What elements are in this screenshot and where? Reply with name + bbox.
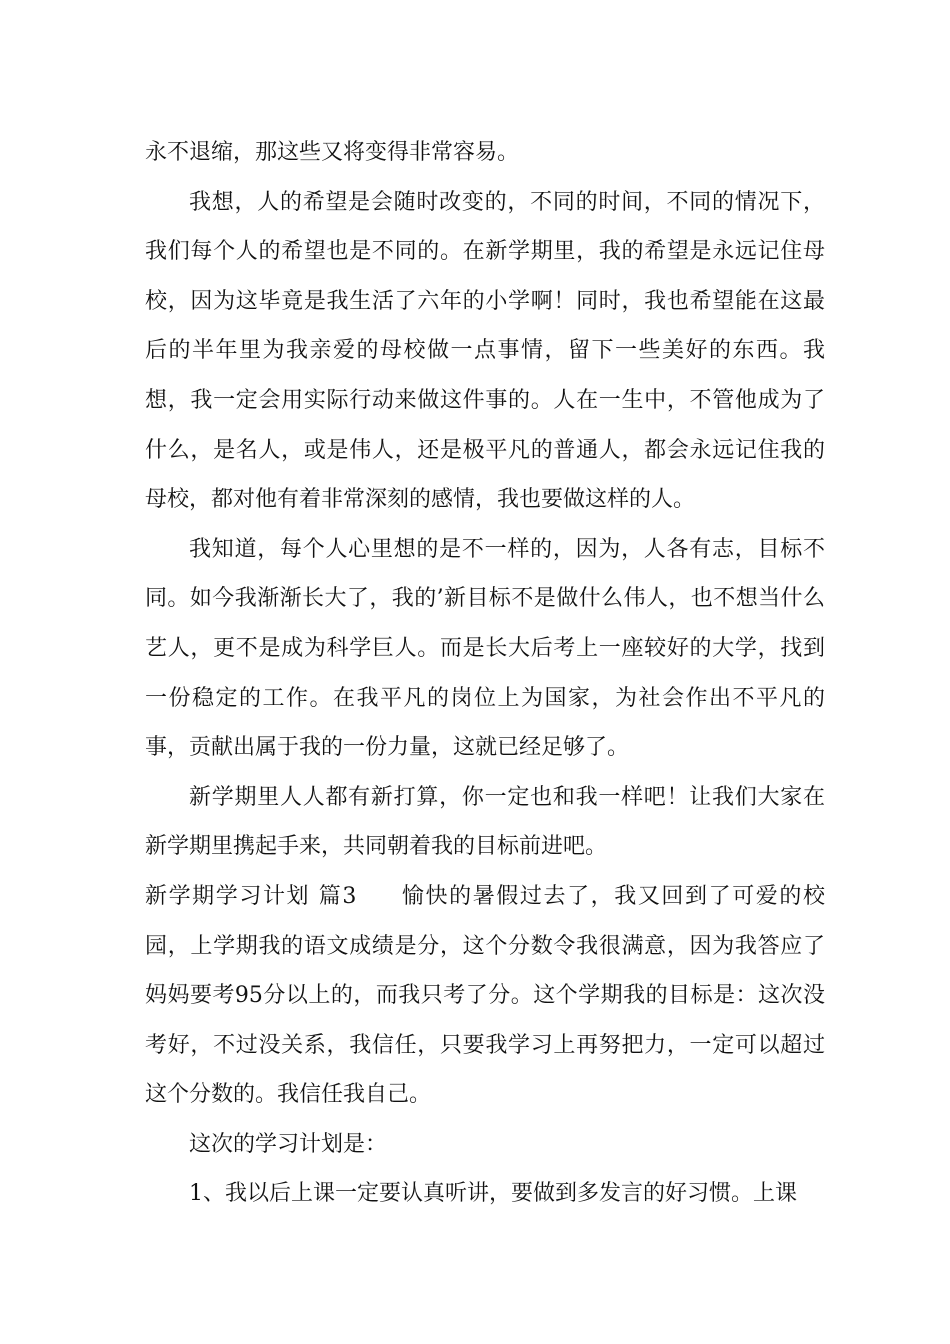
section-paragraph [145,872,825,1120]
plan-intro: 这次的学习计划是： [189,1131,388,1157]
document-body [145,128,825,1219]
paragraph-1: 永不退缩，那这些又将变得非常容易。 [145,140,520,165]
section-heading: 新学期学习计划 篇3 [145,883,357,909]
section-body: 愉快的暑假过去了，我又回到了可爱的校园，上学期我的语文成绩是分，这个分数令我很满意，因为我答应了妈妈要考95分以上的，而我只考了分。这个学期我的目标是：这次没考好，不过没关系，我信任，只要我学习上再努把力，一定可以超过这个分数的。我信任我自己。 [145,883,825,1108]
paragraph-3: 我知道，每个人心里想的是不一样的，因为，人各有志，目标不同。如今我渐渐长大了，我的’新目标不是做什么伟人，也不想当什么艺人，更不是成为科学巨人。而是长大后考上一座较好的大学，找到一份稳定的工作。在我平凡的岗位上为国家，为社会作出不平凡的事，贡献出属于我的一份力量，这就已经足够了。 [145,536,825,761]
plan-item-1: 1、我以后上课一定要认真听讲，要做到多发言的好习惯。上课 [189,1181,797,1207]
paragraph-2: 我想，人的希望是会随时改变的，不同的时间，不同的情况下，我们每个人的希望也是不同的。在新学期里，我的希望是永远记住母校，因为这毕竟是我生活了六年的小学啊！同时，我也希望能在这最后的半年里为我亲爱的母校做一点事情，留下一些美好的东西。我想，我一定会用实际行动来做这件事的。人在一生中，不管他成为了什么，是名人，或是伟人，还是极平凡的普通人，都会永远记住我的母校，都对他有着非常深刻的感情，我也要做这样的人。 [145,189,825,513]
paragraph-4: 新学期里人人都有新打算，你一定也和我一样吧！让我们大家在新学期里携起手来，共同朝着我的目标前进吧。 [145,784,825,860]
